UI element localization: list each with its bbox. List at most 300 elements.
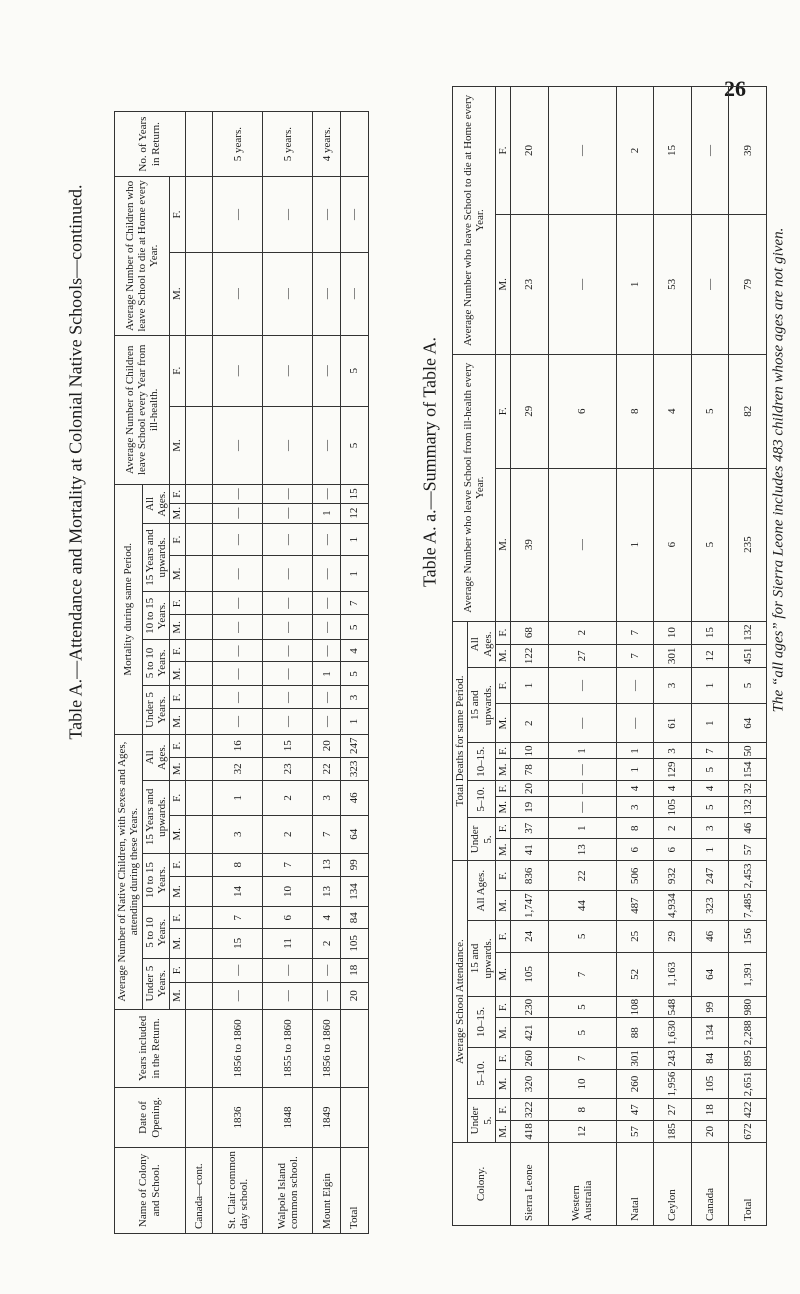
attendance-value: 84 [341,907,369,929]
years-included: 1855 to 1860 [263,1009,313,1088]
opening-date: 1848 [263,1088,313,1148]
deaths-value: 8 [616,818,654,839]
leave-die-value: — [313,177,341,253]
deaths-value: 154 [729,759,767,781]
deaths-value: 78 [511,759,549,781]
deaths-value: — [616,667,654,703]
col-colony: Colony. [453,1142,511,1225]
col-name: Name of Colony and School. [115,1147,186,1233]
table-aa [452,86,767,1226]
avg-all: All Ages. [142,734,170,780]
leave-ill-value: — [213,335,263,406]
mortality-value: — [313,556,341,592]
attendance-value [185,780,213,815]
deaths-value: 129 [654,759,692,781]
leave-ill-value: 5 [341,335,369,406]
sex-header-m: M. [495,952,510,996]
colony-name: Natal [616,1142,654,1225]
att-15up: 15 and upwards. [468,920,496,996]
leave-die-value: — [691,87,729,215]
mortality-value: — [313,485,341,503]
colony-name: Sierra Leone [511,1142,549,1225]
attendance-value: 64 [341,815,369,853]
mortality-value [185,556,213,592]
attendance-value [185,734,213,757]
mortality-value: — [313,523,341,556]
attendance-value: 506 [616,861,654,891]
years-in-return [341,112,369,177]
attendance-value: 32 [213,757,263,780]
deaths-value: 7 [691,743,729,759]
attendance-value: 320 [511,1069,549,1099]
mortality-value [185,485,213,503]
attendance-value: 5 [548,1018,616,1048]
mortality-value: — [213,556,263,592]
attendance-value: 10 [548,1069,616,1099]
deaths-value: 10 [511,743,549,759]
mortality-value: 3 [341,686,369,709]
table-row [616,87,654,1226]
attendance-value: 18 [341,958,369,982]
deaths-value: 3 [616,797,654,819]
years-in-return: 5 years. [263,112,313,177]
deaths-value: 7 [616,644,654,667]
leave-ill-value: 8 [616,354,654,468]
attendance-value: 46 [341,780,369,815]
opening-date: 1849 [313,1088,341,1148]
deaths-value: 1 [691,703,729,743]
mortality-value: — [263,662,313,686]
mortality-value: 4 [341,640,369,662]
sex-header-f: F. [170,335,185,406]
deaths-value: 5 [691,759,729,781]
deaths-value: 1 [691,839,729,861]
mortality-value: — [213,485,263,503]
mortality-value: — [213,615,263,640]
sex-header-m: M. [170,815,185,853]
mortality-value: 1 [341,709,369,734]
leave-ill-value: 5 [691,468,729,621]
mort-10to15: 10 to 15 Years. [142,592,170,640]
attendance-value: 2 [263,815,313,853]
avg-5to10: 5 to 10 Years. [142,907,170,958]
leave-ill-value: — [548,468,616,621]
mortality-value: — [313,709,341,734]
attendance-value: — [313,982,341,1009]
mortality-value: — [313,686,341,709]
attendance-value: 24 [511,920,549,952]
deaths-value: 1 [511,667,549,703]
deaths-value: 1 [616,743,654,759]
mortality-value: — [213,592,263,615]
attendance-value: 5 [548,996,616,1018]
mortality-value: — [263,485,313,503]
leave-ill-value: 5 [341,406,369,484]
attendance-value: 8 [548,1099,616,1121]
sex-header-m: M. [495,468,510,621]
deaths-value: 7 [616,621,654,644]
attendance-value: — [213,982,263,1009]
table-row [511,87,549,1226]
leave-die-value: — [548,87,616,215]
sex-header-m: M. [170,709,185,734]
deaths-value: 132 [729,621,767,644]
deaths-value: 2 [511,703,549,743]
mort-15up: 15 Years and upwards. [142,523,170,591]
deaths-10to15: 10–15. [468,743,496,781]
mortality-value: 1 [313,503,341,523]
leave-die-value: — [341,252,369,335]
mortality-value [185,709,213,734]
attendance-value: 487 [616,891,654,921]
leave-ill-value: 82 [729,354,767,468]
sex-header-f: F. [495,667,510,703]
attendance-value: 7 [548,1048,616,1070]
sex-header-f: F. [495,743,510,759]
leave-ill-value: 5 [691,354,729,468]
attendance-value: 2,453 [729,861,767,891]
leave-ill-value: 235 [729,468,767,621]
sex-header-m: M. [170,929,185,958]
opening-date [185,1088,213,1148]
sex-header-m: M. [495,1121,510,1143]
mort-5to10: 5 to 10 Years. [142,640,170,686]
attendance-value: 418 [511,1121,549,1143]
mortality-value: 5 [341,662,369,686]
deaths-value: 6 [654,839,692,861]
leave-die-value: — [263,252,313,335]
attendance-value: 88 [616,1018,654,1048]
leave-die-value: 2 [616,87,654,215]
leave-ill-value [185,335,213,406]
attendance-value: 12 [548,1121,616,1143]
attendance-value: 99 [341,853,369,876]
attendance-value: 7 [313,815,341,853]
sex-header-m: M. [170,876,185,907]
attendance-value [185,815,213,853]
leave-die-value: 20 [511,87,549,215]
avg-10to15: 10 to 15 Years. [142,853,170,907]
table-a [114,111,369,1234]
table-aa-frame [452,86,767,1226]
attendance-value: 47 [616,1099,654,1121]
deaths-value: 10 [654,621,692,644]
sex-header-m: M. [495,891,510,921]
leave-ill-value: — [263,406,313,484]
sex-header-m: M. [495,797,510,819]
deaths-value: 4 [616,781,654,797]
deaths-value: 132 [729,797,767,819]
attendance-value: 134 [341,876,369,907]
attendance-value: 322 [511,1099,549,1121]
attendance-value: 7 [213,907,263,929]
deaths-value: — [548,703,616,743]
attendance-value: 7 [263,853,313,876]
deaths-value: 37 [511,818,549,839]
sex-header-f: F. [495,920,510,952]
deaths-value: 20 [511,781,549,797]
mortality-value: 7 [341,592,369,615]
mortality-value: — [313,640,341,662]
group-mortality: Mortality during same Period. [115,485,143,734]
years-in-return: 4 years. [313,112,341,177]
sex-header-f: F. [495,996,510,1018]
mortality-value: 1 [341,556,369,592]
attendance-value: 1,956 [654,1069,692,1099]
deaths-15up: 15 and upwards. [468,667,496,743]
sex-header-f: F. [495,1048,510,1070]
att-under5: Under 5. [468,1099,496,1142]
table-row [185,112,213,1234]
attendance-value: 2,288 [729,1018,767,1048]
avg-under5: Under 5 Years. [142,958,170,1009]
attendance-value: 2,651 [729,1069,767,1099]
mortality-value [185,662,213,686]
leave-ill-value: 29 [511,354,549,468]
deaths-value: 105 [654,797,692,819]
attendance-value: 64 [691,952,729,996]
leave-ill-value: 1 [616,468,654,621]
leave-die-value: — [341,177,369,253]
mortality-value: — [263,592,313,615]
years-in-return [185,112,213,177]
attendance-value: 247 [691,861,729,891]
colony-name: Western Australia [548,1142,616,1225]
attendance-value: 247 [341,734,369,757]
mortality-value: — [263,615,313,640]
attendance-value: 23 [263,757,313,780]
attendance-value: 18 [691,1099,729,1121]
leave-die-value: — [548,214,616,354]
deaths-value: 3 [654,743,692,759]
sex-header-f: F. [495,1099,510,1121]
mortality-value: — [213,709,263,734]
deaths-value: 27 [548,644,616,667]
deaths-value: 15 [691,621,729,644]
attendance-value: 13 [313,853,341,876]
attendance-value [185,757,213,780]
leave-die-value: — [313,252,341,335]
mortality-value: — [213,640,263,662]
attendance-value: 52 [616,952,654,996]
attendance-value [185,907,213,929]
attendance-value: 105 [691,1069,729,1099]
sex-header-m: M. [170,757,185,780]
deaths-value: 1 [691,667,729,703]
deaths-all: All Ages. [468,621,496,667]
attendance-value: 15 [213,929,263,958]
col-leave-ill: Average Number of Children leave School every Year from ill-health. [115,335,170,485]
col-aa-leave-ill: Average Number who leave School from ill-health every Year. [453,354,496,621]
table-aa-caption: Table A. a.—Summary of Table A. [419,336,440,588]
attendance-value [185,876,213,907]
attendance-value: 3 [213,815,263,853]
attendance-value: 57 [616,1121,654,1143]
attendance-value: 105 [511,952,549,996]
sex-header-m: M. [170,406,185,484]
sex-header-m: M. [495,1069,510,1099]
mortality-value [185,592,213,615]
sex-header-f: F. [170,640,185,662]
attendance-value [185,853,213,876]
colony-name: Canada [691,1142,729,1225]
deaths-value: 451 [729,644,767,667]
sex-header-m: M. [170,982,185,1009]
sex-header-m: M. [495,644,510,667]
attendance-value: 230 [511,996,549,1018]
attendance-value: 22 [548,861,616,891]
att-10to15: 10–15. [468,996,496,1047]
school-name: Mount Elgin [313,1147,341,1233]
sex-header-m: M. [495,839,510,861]
attendance-value: 20 [691,1121,729,1143]
attendance-value: 108 [616,996,654,1018]
mortality-value: — [263,503,313,523]
attendance-value: 1,747 [511,891,549,921]
mort-all: All Ages. [142,485,170,524]
mortality-value: 1 [341,523,369,556]
col-leave-die: Average Number of Children who leave School to die at Home every Year. [115,177,170,335]
mortality-value: — [313,615,341,640]
sex-header-f: F. [495,818,510,839]
col-no-years: No. of Years in Return. [115,112,186,177]
attendance-value: 27 [654,1099,692,1121]
attendance-value: 7 [548,952,616,996]
deaths-value: 2 [548,621,616,644]
leave-die-value: — [263,177,313,253]
sex-header-f: F. [170,177,185,253]
col-years: Years included in the Return. [115,1009,186,1088]
school-name: St. Clair common day school. [213,1147,263,1233]
attendance-value: — [263,958,313,982]
mortality-value: — [263,556,313,592]
attendance-value: 5 [548,920,616,952]
attendance-value: 4 [313,907,341,929]
attendance-value: 13 [313,876,341,907]
attendance-value: 548 [654,996,692,1018]
sex-header-m: M. [170,615,185,640]
attendance-value: 15 [263,734,313,757]
att-5to10: 5–10. [468,1048,496,1099]
footnote: The “all ages” for Sierra Leone includes 483 children whose ages are not given. [770,227,787,713]
mortality-value: — [213,503,263,523]
mortality-value [185,686,213,709]
mortality-value: — [213,662,263,686]
sex-header-m: M. [170,503,185,523]
attendance-value: 46 [691,920,729,952]
sex-header-f: F. [170,907,185,929]
mortality-value: 15 [341,485,369,503]
deaths-value: 6 [616,839,654,861]
deaths-value: 61 [654,703,692,743]
deaths-value: 1 [548,818,616,839]
leave-die-value: 53 [654,214,692,354]
attendance-value: 1,163 [654,952,692,996]
mortality-value: — [213,686,263,709]
years-included: 1856 to 1860 [213,1009,263,1088]
attendance-value: 20 [313,734,341,757]
years-included [341,1009,369,1088]
leave-ill-value: — [313,406,341,484]
deaths-value: 301 [654,644,692,667]
years-included: 1856 to 1860 [313,1009,341,1088]
attendance-value: 3 [313,780,341,815]
attendance-value: — [263,982,313,1009]
mortality-value: — [263,686,313,709]
deaths-value: 13 [548,839,616,861]
deaths-value: 50 [729,743,767,759]
sex-header-f: F. [170,523,185,556]
col-date: Date of Opening. [115,1088,186,1148]
attendance-value: 29 [654,920,692,952]
deaths-value: 1 [548,743,616,759]
leave-die-value: 1 [616,214,654,354]
attendance-value: 4,934 [654,891,692,921]
leave-ill-value: — [263,335,313,406]
attendance-value: 672 [729,1121,767,1143]
school-name: Canada—cont. [185,1147,213,1233]
table-a-frame [114,111,369,1234]
sex-header-m: M. [170,556,185,592]
attendance-value: 2 [313,929,341,958]
sex-header-f: F. [170,734,185,757]
attendance-value: 260 [511,1048,549,1070]
mortality-value [185,615,213,640]
deaths-value: 1 [616,759,654,781]
attendance-value: — [313,958,341,982]
attendance-value: 20 [341,982,369,1009]
table-a-caption: Table A.—Attendance and Mortality at Colonial Native Schools—continued. [65,184,86,740]
attendance-value: 421 [511,1018,549,1048]
att-all: All Ages. [468,861,496,921]
table-row [341,112,369,1234]
attendance-value [185,958,213,982]
opening-date: 1836 [213,1088,263,1148]
mortality-value: 5 [341,615,369,640]
mortality-value: — [263,640,313,662]
leave-die-value [185,177,213,253]
years-in-return: 5 years. [213,112,263,177]
attendance-value: 980 [729,996,767,1018]
deaths-value: 64 [729,703,767,743]
attendance-value: 8 [213,853,263,876]
deaths-value: 32 [729,781,767,797]
deaths-value: — [548,759,616,781]
deaths-value: 57 [729,839,767,861]
table-row [263,112,313,1234]
sex-header-f: F. [170,686,185,709]
mortality-value: — [263,523,313,556]
deaths-value: 5 [691,797,729,819]
attendance-value: 11 [263,929,313,958]
sex-header-f: F. [170,780,185,815]
attendance-value: 836 [511,861,549,891]
deaths-value: — [548,667,616,703]
attendance-value: 6 [263,907,313,929]
attendance-value: 301 [616,1048,654,1070]
sex-header-f: F. [170,958,185,982]
attendance-value: 243 [654,1048,692,1070]
table-row [213,112,263,1234]
mortality-value: — [263,709,313,734]
leave-die-value: 79 [729,214,767,354]
avg-15up: 15 Years and upwards. [142,780,170,853]
group-average: Average Number of Native Children, with Sexes and Ages, attending during these Years. [115,734,143,1009]
mortality-value [185,503,213,523]
attendance-value: 99 [691,996,729,1018]
attendance-value [185,929,213,958]
attendance-value: 323 [691,891,729,921]
